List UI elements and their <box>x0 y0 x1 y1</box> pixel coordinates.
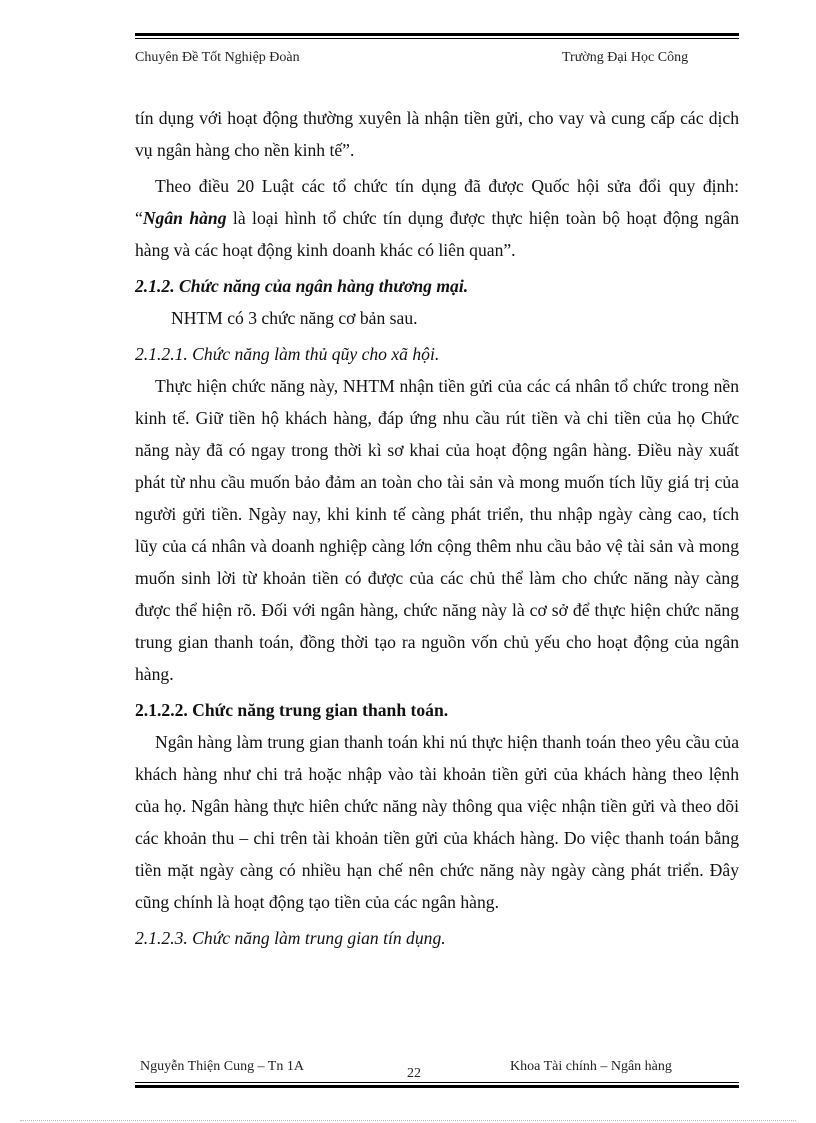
paragraph-2-lead: Theo điều 20 Luật các tổ chức tín dụng đã được Quốc hội sửa đổi quy định: “ <box>135 176 739 228</box>
header-rule-thin <box>135 38 739 39</box>
header-rule-thick <box>135 33 739 36</box>
footer-department: Khoa Tài chính – Ngân hàng <box>510 1059 672 1074</box>
footer-rule-thick <box>135 1085 739 1088</box>
paragraph-2-tail: là loại hình tổ chức tín dụng được thực hiện toàn bộ hoạt động ngân hàng và các hoạt động kinh doanh khác có liên quan”. <box>135 208 739 260</box>
heading-2-1-2-1: 2.1.2.1. Chức năng làm thủ qũy cho xã hội. <box>135 344 440 364</box>
page-number: 22 <box>407 1066 421 1081</box>
term-ngan-hang: Ngân hàng <box>142 208 227 228</box>
paragraph-4: Thực hiện chức năng này, NHTM nhận tiền gửi của các cá nhân tổ chức trong nền kinh tế. Giữ tiền hộ khách hàng, đáp ứng nhu cầu rút tiền và chi tiền của họ Chức năng này đã có ngay trong thời kì sơ khai của hoạt động ngân hàng. Điều này xuất phát từ nhu cầu muốn bảo đảm an toàn cho tài sản và mong muốn tích lũy giá trị của người gửi tiền. Ngày nay, khi kinh tế càng phát triển, thu nhập ngày càng cao, tích lũy của cá nhân và doanh nghiệp càng lớn cộng thêm nhu cầu bảo vệ tài sản và mong muốn sinh lời từ khoản tiền có được của các chủ thể làm cho chức năng này càng được thể hiện rõ. Đối với ngân hàng, chức năng này là cơ sở để thực hiện chức năng trung gian thanh toán, đồng thời tạo ra nguồn vốn chủ yếu cho hoạt động của ngân hàng. <box>135 376 739 684</box>
header-left-title: Chuyên Đề Tốt Nghiệp Đoàn <box>135 50 300 65</box>
heading-2-1-2-2: 2.1.2.2. Chức năng trung gian thanh toán. <box>135 700 449 720</box>
page-edge-dotted-line <box>20 1120 796 1121</box>
header-right-title: Trường Đại Học Công <box>562 50 689 65</box>
heading-2-1-2-3: 2.1.2.3. Chức năng làm trung gian tín dụng. <box>135 928 446 948</box>
paragraph-5: Ngân hàng làm trung gian thanh toán khi nú thực hiện thanh toán theo yêu cầu của khách hàng như chi trả hoặc nhập vào tài khoản tiền gửi của khách hàng theo lệnh của họ. Ngân hàng thực hiên chức năng này thông qua việc nhận tiền gửi và theo dõi các khoản thu – chi trên tài khoản tiền gửi của khách hàng. Do việc thanh toán bằng tiền mặt ngày càng có nhiều hạn chế nên chức năng này ngày càng phát triển. Đây cũng chính là hoạt động tạo tiền của các ngân hàng. <box>135 732 739 912</box>
footer-rule-thin <box>135 1082 739 1083</box>
paragraph-1: tín dụng với hoạt động thường xuyên là nhận tiền gửi, cho vay và cung cấp các dịch vụ ngân hàng cho nền kinh tế”. <box>135 108 739 160</box>
page-body <box>135 102 739 954</box>
paragraph-2 <box>135 170 739 266</box>
heading-2-1-2: 2.1.2. Chức năng của ngân hàng thương mại. <box>135 276 469 296</box>
paragraph-3: NHTM có 3 chức năng cơ bản sau. <box>171 308 418 328</box>
footer-author: Nguyễn Thiện Cung – Tn 1A <box>140 1059 304 1074</box>
